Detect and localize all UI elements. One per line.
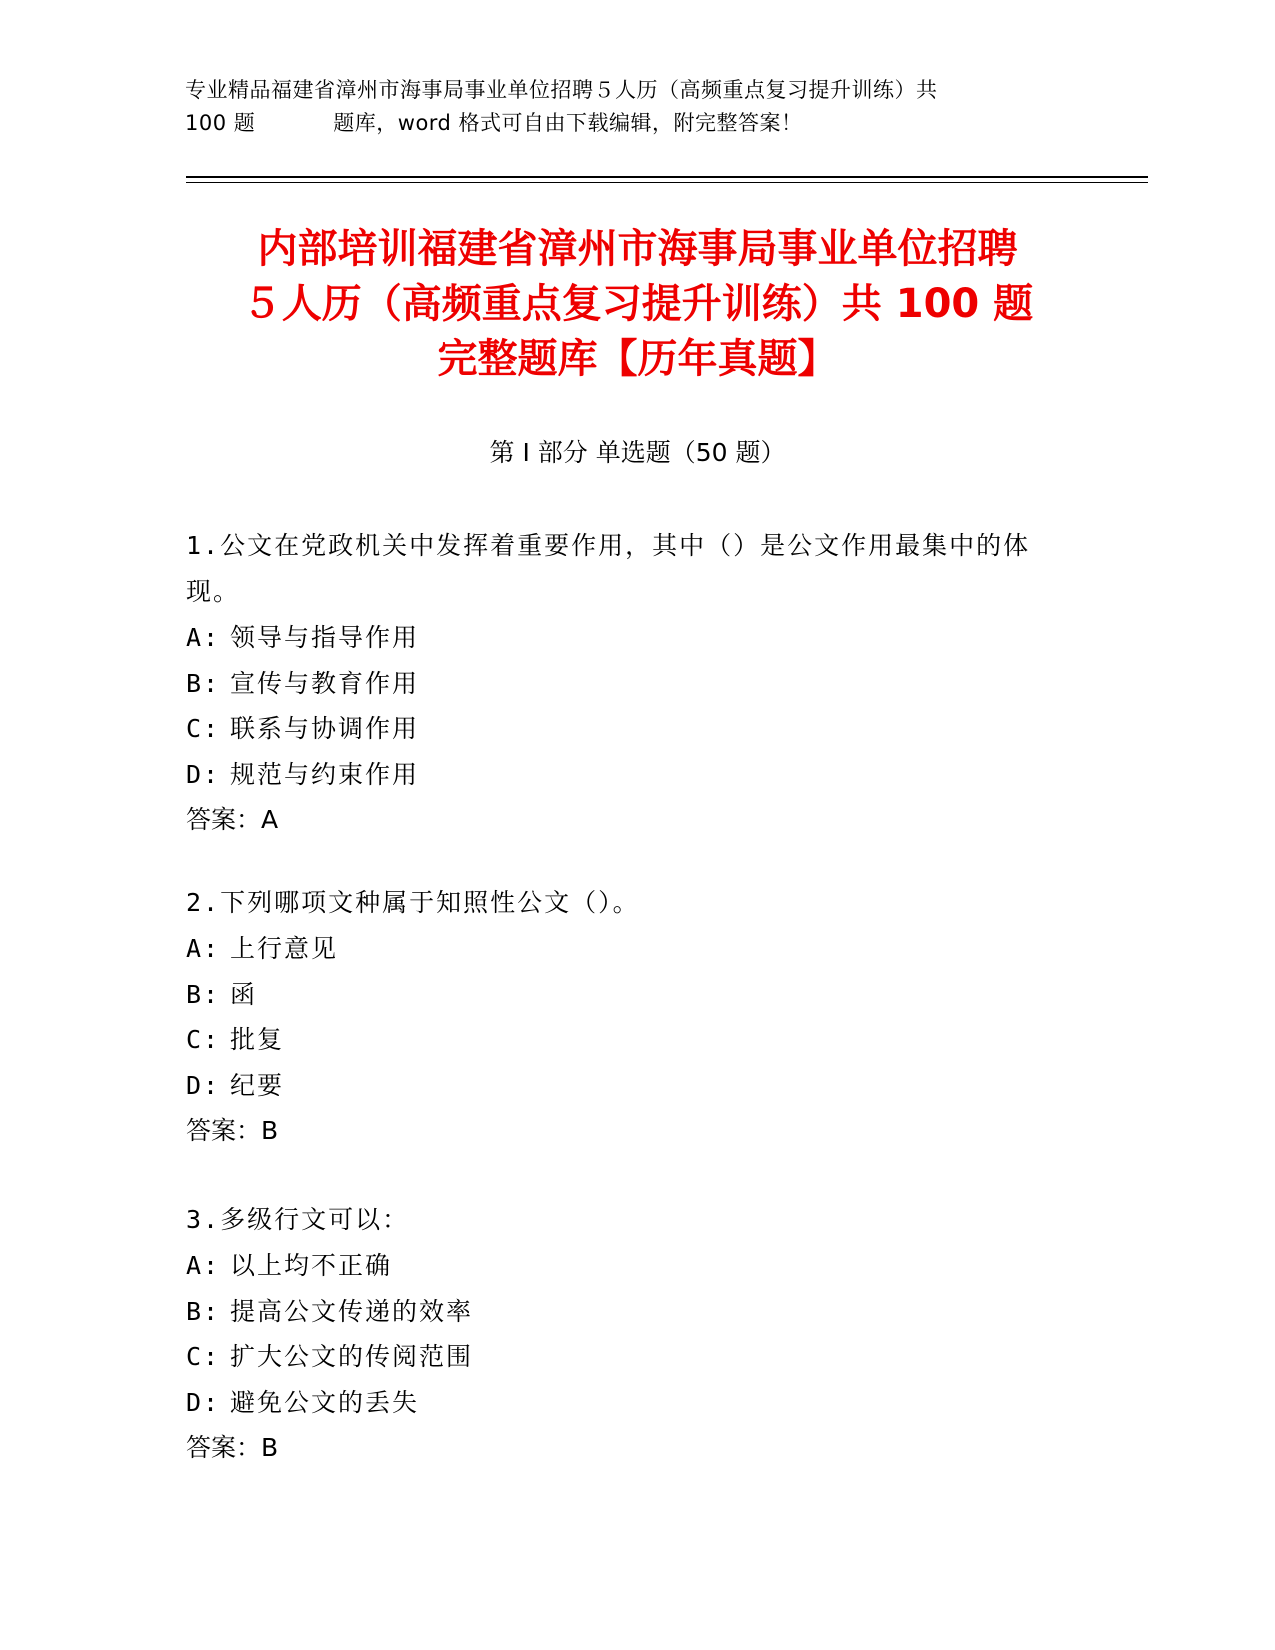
option-b — [186, 661, 1076, 707]
answer: 答案：A — [186, 805, 279, 834]
option-key: B: — [186, 979, 221, 1009]
option-key: C: — [186, 714, 221, 743]
header-note-count: 100 题 — [185, 111, 256, 135]
question-text: 3.多级行文可以： — [186, 1205, 410, 1234]
header-note-line-1: 专业精品福建省漳州市海事局事业单位招聘５人历（高频重点复习提升训练）共 — [185, 78, 938, 102]
question-2 — [186, 880, 1076, 1154]
option-text: 宣传与教育作用 — [230, 668, 420, 698]
header-rule-thick — [186, 176, 1148, 178]
option-c — [186, 1334, 1076, 1380]
question-text: 1.公文在党政机关中发挥着重要作用，其中（）是公文作用最集中的体现。 — [186, 531, 1031, 606]
option-text: 扩大公文的传阅范围 — [230, 1342, 474, 1371]
option-a — [186, 615, 1076, 661]
option-key: C: — [186, 1025, 221, 1054]
option-text: 纪要 — [230, 1070, 285, 1100]
option-key: A: — [186, 1251, 221, 1280]
option-text: 批复 — [230, 1025, 285, 1054]
option-text: 避免公文的丢失 — [230, 1387, 420, 1417]
option-a — [186, 1243, 1076, 1289]
option-c — [186, 706, 1076, 752]
header-note-line-2 — [185, 107, 1085, 140]
option-text: 以上均不正确 — [230, 1251, 393, 1280]
option-d — [186, 752, 1076, 798]
option-c — [186, 1017, 1076, 1063]
option-text: 领导与指导作用 — [230, 623, 420, 652]
option-key: D: — [186, 759, 221, 789]
document-title-line-3: 完整题库【历年真题】 — [437, 336, 838, 382]
option-key: B: — [186, 1296, 221, 1326]
option-text: 提高公文传递的效率 — [230, 1296, 474, 1326]
question-text: 2.下列哪项文种属于知照性公文（）。 — [186, 888, 640, 917]
option-text: 函 — [230, 979, 258, 1009]
option-key: D: — [186, 1070, 221, 1100]
option-text: 规范与约束作用 — [230, 759, 420, 789]
document-title-line-1: 内部培训福建省漳州市海事局事业单位招聘 — [257, 226, 1018, 272]
option-key: B: — [186, 668, 221, 698]
header-rule-thin — [186, 182, 1148, 183]
question-3 — [186, 1197, 1076, 1471]
section-heading: 第 I 部分 单选题（50 题） — [489, 438, 786, 467]
document-title-line-2: ５人历（高频重点复习提升训练）共 100 题 — [241, 281, 1034, 327]
answer: 答案：B — [186, 1433, 279, 1462]
question-1 — [186, 523, 1076, 843]
option-b — [186, 972, 1076, 1018]
option-key: D: — [186, 1387, 221, 1417]
option-key: C: — [186, 1342, 221, 1371]
option-d — [186, 1063, 1076, 1109]
document-title — [160, 222, 1115, 387]
option-text: 上行意见 — [230, 934, 339, 963]
answer: 答案：B — [186, 1116, 279, 1145]
option-d — [186, 1380, 1076, 1426]
header-note — [185, 74, 1085, 140]
option-key: A: — [186, 934, 221, 963]
option-b — [186, 1289, 1076, 1335]
option-a — [186, 926, 1076, 972]
option-key: A: — [186, 623, 221, 652]
header-note-description: 题库，word 格式可自由下载编辑，附完整答案！ — [333, 111, 803, 135]
option-text: 联系与协调作用 — [230, 714, 420, 743]
